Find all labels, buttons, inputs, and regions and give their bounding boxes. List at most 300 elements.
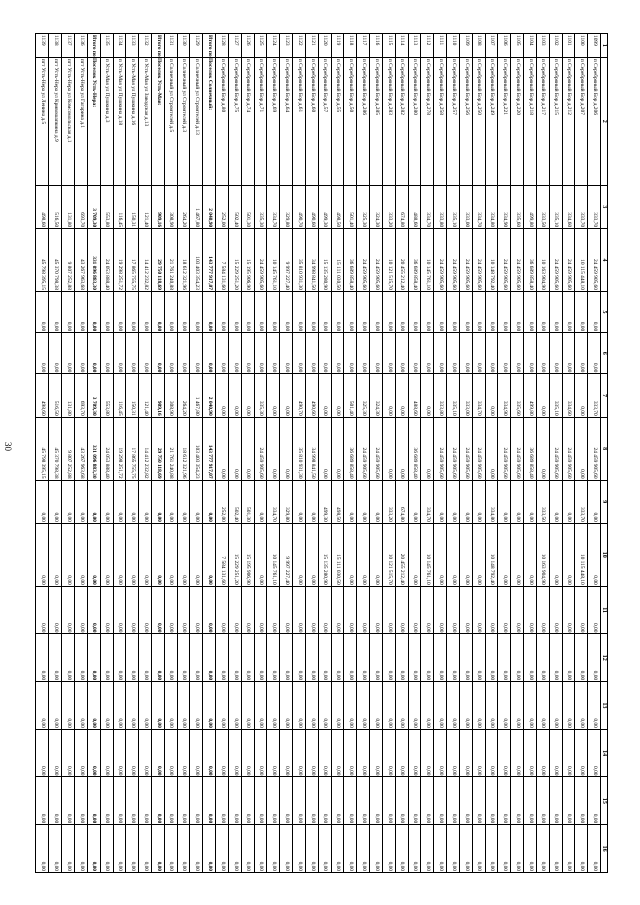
table-cell: 15 229 251,20: [228, 523, 241, 586]
table-cell: 1099: [588, 34, 601, 58]
table-cell: 0,00: [447, 586, 460, 634]
table-cell: 0,00: [511, 682, 524, 730]
table-cell: 0,00: [408, 825, 421, 873]
table-cell: 0,00: [228, 777, 241, 825]
table-cell: 0,00: [357, 777, 370, 825]
table-cell: 0,00: [126, 291, 139, 332]
table-cell: 0,00: [588, 480, 601, 523]
table-cell: 0,00: [357, 333, 370, 374]
table-cell: 0,00: [75, 682, 88, 730]
table-cell: 0,00: [305, 523, 318, 586]
table-cell: 24 459 905,60: [498, 417, 511, 480]
table-cell: 0,00: [190, 523, 203, 586]
table-cell: 0,00: [588, 291, 601, 332]
table-cell: 0,00: [228, 682, 241, 730]
table-cell: 335,10: [447, 374, 460, 417]
table-cell: 0,00: [459, 729, 472, 777]
table-cell: 0,00: [408, 777, 421, 825]
table-cell: 0,00: [447, 682, 460, 730]
table-cell: п Серебряный Бор д.285: [370, 57, 383, 185]
table-cell: 0,00: [139, 634, 152, 682]
table-cell: 0,00: [344, 634, 357, 682]
table-cell: 0,00: [588, 729, 601, 777]
table-row: [331, 34, 344, 873]
table-cell: 24 459 905,60: [472, 229, 485, 292]
table-cell: 0,00: [472, 825, 485, 873]
table-cell: 0,00: [280, 333, 293, 374]
table-cell: 0,00: [113, 586, 126, 634]
table-cell: 0,00: [177, 523, 190, 586]
table-cell: 0,00: [447, 333, 460, 374]
table-cell: 0,00: [357, 480, 370, 523]
table-row: [421, 34, 434, 873]
table-cell: 0,00: [370, 777, 383, 825]
table-cell: 0,00: [49, 825, 62, 873]
table-cell: 24 459 905,60: [511, 229, 524, 292]
table-row: [177, 34, 190, 873]
table-cell: 0,00: [588, 682, 601, 730]
table-cell: 553,80: [100, 374, 113, 417]
table-cell: 334,70: [421, 480, 434, 523]
table-cell: 36 689 858,40: [524, 417, 537, 480]
table-cell: 0,00: [575, 374, 588, 417]
table-cell: 0,00: [113, 523, 126, 586]
table-cell: 0,00: [100, 586, 113, 634]
table-cell: 334,70: [267, 480, 280, 523]
table-cell: 0,00: [36, 777, 49, 825]
table-cell: 7 584 131,60: [216, 229, 229, 292]
table-cell: 15 135 280,90: [318, 229, 331, 292]
table-cell: 0,00: [190, 729, 203, 777]
table-cell: 0,00: [254, 682, 267, 730]
table-cell: 0,00: [49, 480, 62, 523]
table-cell: 24 459 905,60: [357, 417, 370, 480]
table-cell: 0,00: [164, 480, 177, 523]
table-cell: 1135: [100, 34, 113, 58]
table-cell: 0,00: [190, 777, 203, 825]
table-cell: 0,00: [562, 825, 575, 873]
table-cell: 0,00: [139, 523, 152, 586]
table-cell: 35 810 931,30: [293, 229, 306, 292]
table-cell: 0,00: [562, 777, 575, 825]
table-cell: 0,00: [177, 586, 190, 634]
table-cell: 9 997 227,40: [280, 229, 293, 292]
table-cell: 674,80: [395, 185, 408, 228]
table-cell: 0,00: [280, 729, 293, 777]
table-cell: 0,00: [152, 825, 165, 873]
table-cell: 1131: [164, 34, 177, 58]
table-cell: 0,00: [498, 634, 511, 682]
table-cell: 0,00: [318, 417, 331, 480]
table-cell: 0,00: [139, 586, 152, 634]
table-cell: 0,00: [126, 586, 139, 634]
table-cell: 0,00: [36, 480, 49, 523]
table-cell: 0,00: [395, 333, 408, 374]
table-cell: 0,00: [177, 729, 190, 777]
table-cell: 1130: [177, 34, 190, 58]
table-cell: 0,00: [511, 291, 524, 332]
table-cell: п Серебряный Бор д.218: [524, 57, 537, 185]
table-cell: Итого по Поселок Усть-Нера:: [87, 34, 100, 58]
table-cell: 43 267 963,68: [75, 417, 88, 480]
table-cell: 0,00: [216, 586, 229, 634]
table-cell: 325,30: [357, 185, 370, 228]
table-cell: 1 467,80: [190, 185, 203, 228]
table-cell: 14 412 232,82: [139, 229, 152, 292]
table-cell: 1125: [254, 34, 267, 58]
table-cell: 15 135 280,90: [318, 523, 331, 586]
column-header: 7: [601, 374, 608, 417]
table-cell: 10 145 761,10: [267, 523, 280, 586]
table-cell: 909,16: [152, 185, 165, 228]
table-cell: 0,00: [203, 825, 216, 873]
table-cell: 0,00: [562, 586, 575, 634]
table-cell: 1129: [190, 34, 203, 58]
table-cell: 0,00: [216, 417, 229, 480]
table-cell: 0,00: [562, 729, 575, 777]
table-cell: п Серебряный Бор д.278: [421, 57, 434, 185]
table-cell: 24 459 905,60: [549, 229, 562, 292]
table-cell: 21 761 240,88: [164, 417, 177, 480]
table-cell: 0,00: [408, 523, 421, 586]
table-cell: 0,00: [434, 480, 447, 523]
table-cell: 0,00: [370, 480, 383, 523]
table-cell: 0,00: [395, 374, 408, 417]
table-cell: 103 403 354,23: [190, 229, 203, 292]
table-cell: 0,00: [216, 333, 229, 374]
table-cell: 0,00: [305, 291, 318, 332]
table-cell: 1121: [305, 34, 318, 58]
table-cell: 0,00: [357, 729, 370, 777]
table-cell: 0,00: [36, 682, 49, 730]
table-cell: 0,00: [485, 291, 498, 332]
table-cell: 15 195 906,90: [241, 229, 254, 292]
table-cell: 0,00: [267, 634, 280, 682]
table-cell: 0,00: [139, 682, 152, 730]
table-row: [100, 34, 113, 873]
table-cell: 0,00: [434, 682, 447, 730]
table-row: [370, 34, 383, 873]
table-cell: 0,00: [459, 586, 472, 634]
table-cell: 0,00: [87, 586, 100, 634]
table-cell: 0,00: [305, 682, 318, 730]
table-cell: 24 459 905,60: [357, 229, 370, 292]
table-cell: 1111: [434, 34, 447, 58]
table-cell: 0,00: [434, 825, 447, 873]
table-cell: п Серебряный Бор д.256: [459, 57, 472, 185]
table-cell: 0,00: [459, 682, 472, 730]
table-cell: 329,80: [280, 480, 293, 523]
table-cell: 0,00: [498, 523, 511, 586]
table-row: [459, 34, 472, 873]
table-cell: 333,00: [459, 374, 472, 417]
table-cell: 499,30: [318, 185, 331, 228]
table-cell: п Серебряный Бор д.55: [331, 57, 344, 185]
table-cell: 490,60: [305, 374, 318, 417]
table-cell: 0,00: [344, 825, 357, 873]
table-cell: п Серебряный Бор д.206: [588, 57, 601, 185]
table-cell: 0,00: [126, 777, 139, 825]
table-cell: 0,00: [152, 291, 165, 332]
table-cell: 0,00: [36, 729, 49, 777]
column-header: 13: [601, 682, 608, 730]
table-cell: п Солнечный ул Строителей д.3: [177, 57, 190, 185]
table-cell: 0,00: [280, 417, 293, 480]
table-cell: 143 777 917,07: [203, 417, 216, 480]
table-cell: 490,60: [305, 185, 318, 228]
table-cell: 0,00: [280, 374, 293, 417]
table-cell: 24 459 905,60: [562, 417, 575, 480]
table-row: [357, 34, 370, 873]
table-cell: 121,40: [139, 185, 152, 228]
column-header: 9: [601, 480, 608, 523]
table-cell: 19 298 251,72: [113, 229, 126, 292]
table-cell: 21 761 240,88: [164, 229, 177, 292]
table-cell: 0,00: [49, 634, 62, 682]
table-row: [164, 34, 177, 873]
table-cell: 0,00: [382, 825, 395, 873]
table-cell: 0,00: [421, 825, 434, 873]
table-cell: 324,30: [370, 185, 383, 228]
table-cell: 490,70: [293, 185, 306, 228]
table-cell: 24 053 888,40: [100, 417, 113, 480]
table-cell: 0,00: [177, 682, 190, 730]
table-cell: 0,00: [536, 333, 549, 374]
table-cell: 0,00: [177, 333, 190, 374]
table-cell: 0,00: [75, 729, 88, 777]
table-row: [382, 34, 395, 873]
table-cell: 0,00: [459, 825, 472, 873]
table-cell: 0,00: [280, 634, 293, 682]
table-cell: 0,00: [318, 682, 331, 730]
table-cell: 335,60: [511, 185, 524, 228]
table-cell: 0,00: [75, 586, 88, 634]
table-cell: 1119: [331, 34, 344, 58]
table-cell: 0,00: [190, 825, 203, 873]
table-cell: 2 040,90: [203, 374, 216, 417]
table-cell: 0,00: [36, 291, 49, 332]
table-cell: 15 111 030,50: [331, 523, 344, 586]
table-cell: 0,00: [126, 523, 139, 586]
table-cell: 0,00: [49, 291, 62, 332]
table-cell: 0,00: [164, 682, 177, 730]
table-cell: 150,31: [126, 185, 139, 228]
table-cell: 0,00: [395, 825, 408, 873]
table-cell: п Серебряный Бор д.212: [562, 57, 575, 185]
table-cell: п Серебряный Бор д.61: [293, 57, 306, 185]
table-cell: 333,00: [459, 185, 472, 228]
table-cell: 501,40: [344, 374, 357, 417]
table-cell: 17 865 755,75: [126, 417, 139, 480]
table-cell: 103 403 354,23: [190, 417, 203, 480]
table-cell: 0,00: [472, 777, 485, 825]
table-cell: п Серебряный Бор д.215: [549, 57, 562, 185]
table-cell: 0,00: [549, 523, 562, 586]
table-cell: 0,00: [241, 291, 254, 332]
table-cell: 0,00: [498, 777, 511, 825]
table-cell: 0,00: [395, 777, 408, 825]
table-cell: 334,80: [485, 480, 498, 523]
table-cell: 0,00: [344, 777, 357, 825]
table-cell: 0,00: [549, 729, 562, 777]
table-cell: 0,00: [241, 777, 254, 825]
table-row: [575, 34, 588, 873]
table-cell: 0,00: [87, 634, 100, 682]
table-cell: 0,00: [588, 634, 601, 682]
table-cell: 1110: [447, 34, 460, 58]
total-row: [152, 34, 165, 873]
table-row: [126, 34, 139, 873]
table-cell: 0,00: [113, 333, 126, 374]
table-cell: 1136: [75, 34, 88, 58]
table-cell: 0,00: [370, 523, 383, 586]
table-cell: 0,00: [49, 682, 62, 730]
table-cell: 0,00: [62, 333, 75, 374]
table-cell: 1128: [216, 34, 229, 58]
table-cell: 0,00: [152, 729, 165, 777]
table-cell: 0,00: [421, 634, 434, 682]
table-cell: 0,00: [254, 480, 267, 523]
table-cell: 0,00: [190, 480, 203, 523]
table-cell: 0,00: [575, 825, 588, 873]
table-cell: 0,00: [498, 825, 511, 873]
table-cell: 1 467,80: [190, 374, 203, 417]
table-cell: 0,00: [395, 417, 408, 480]
table-cell: п Серебряный Бор д.282: [395, 57, 408, 185]
table-cell: 0,00: [549, 825, 562, 873]
table-cell: 0,00: [485, 417, 498, 480]
table-cell: 0,00: [331, 634, 344, 682]
table-row: [524, 34, 537, 873]
table-cell: 0,00: [152, 333, 165, 374]
table-cell: 335,10: [549, 374, 562, 417]
table-cell: 0,00: [36, 825, 49, 873]
table-cell: 0,00: [267, 291, 280, 332]
table-cell: 0,00: [511, 333, 524, 374]
table-cell: 0,00: [408, 480, 421, 523]
table-cell: 0,00: [459, 523, 472, 586]
table-cell: 333,50: [536, 185, 549, 228]
table-cell: 502,40: [228, 480, 241, 523]
table-cell: 0,00: [459, 291, 472, 332]
table-cell: 3 709,30: [87, 185, 100, 228]
table-cell: 0,00: [511, 825, 524, 873]
table-cell: 0,00: [434, 729, 447, 777]
table-cell: 0,00: [562, 291, 575, 332]
table-cell: 34 998 841,50: [305, 417, 318, 480]
table-cell: 0,00: [100, 729, 113, 777]
table-row: [536, 34, 549, 873]
table-cell: 0,00: [344, 480, 357, 523]
table-cell: 0,00: [216, 729, 229, 777]
table-cell: 7 584 131,60: [216, 523, 229, 586]
table-cell: 0,00: [511, 480, 524, 523]
table-cell: 499,80: [524, 185, 537, 228]
table-cell: 1139: [36, 34, 49, 58]
table-cell: 0,00: [536, 291, 549, 332]
table-cell: 0,00: [331, 417, 344, 480]
table-cell: 0,00: [216, 825, 229, 873]
column-header: 12: [601, 634, 608, 682]
table-cell: 0,00: [113, 291, 126, 332]
table-cell: 252,00: [216, 185, 229, 228]
table-cell: 1103: [536, 34, 549, 58]
table-cell: 0,00: [524, 480, 537, 523]
table-cell: 0,00: [524, 634, 537, 682]
column-header: 16: [601, 825, 608, 873]
table-cell: 1112: [421, 34, 434, 58]
table-cell: 0,00: [203, 586, 216, 634]
table-cell: п Серебряный Бор д.69: [267, 57, 280, 185]
table-cell: 0,00: [254, 634, 267, 682]
table-cell: п Серебряный Бор д.280: [408, 57, 421, 185]
table-cell: 10 115 448,10: [575, 523, 588, 586]
table-cell: 0,00: [305, 777, 318, 825]
table-cell: 0,00: [164, 291, 177, 332]
table-cell: 0,00: [62, 480, 75, 523]
table-cell: 0,00: [524, 825, 537, 873]
table-cell: 0,00: [357, 291, 370, 332]
table-cell: 498,50: [331, 480, 344, 523]
table-cell: 909,16: [152, 374, 165, 417]
table-cell: 0,00: [382, 333, 395, 374]
table-cell: 0,00: [100, 682, 113, 730]
table-cell: 0,00: [293, 586, 306, 634]
table-cell: 0,00: [370, 291, 383, 332]
table-cell: 0,00: [62, 682, 75, 730]
table-cell: 0,00: [318, 634, 331, 682]
table-cell: 24 459 905,60: [588, 417, 601, 480]
table-cell: Итого по Поселок Солнечный:: [203, 34, 216, 58]
table-cell: 0,00: [588, 333, 601, 374]
table-row: [280, 34, 293, 873]
table-cell: 0,00: [588, 586, 601, 634]
table-cell: 0,00: [87, 777, 100, 825]
table-cell: 0,00: [344, 682, 357, 730]
table-cell: 0,00: [164, 729, 177, 777]
table-cell: 1115: [382, 34, 395, 58]
table-cell: 0,00: [241, 333, 254, 374]
table-cell: 553,80: [100, 185, 113, 228]
table-cell: 36 689 858,40: [524, 229, 537, 292]
table-cell: 0,00: [228, 417, 241, 480]
table-cell: 0,00: [228, 586, 241, 634]
table-cell: 0,00: [216, 682, 229, 730]
table-cell: 36 689 858,40: [408, 417, 421, 480]
table-cell: 0,00: [536, 682, 549, 730]
table-cell: 0,00: [305, 333, 318, 374]
table-cell: 0,00: [254, 825, 267, 873]
table-cell: 131,80: [62, 374, 75, 417]
table-cell: 0,00: [62, 777, 75, 825]
table-cell: 335,30: [254, 185, 267, 228]
table-cell: п Серебряный Бор д.250: [472, 57, 485, 185]
table-cell: 0,00: [434, 523, 447, 586]
table-cell: 0,00: [331, 586, 344, 634]
table-cell: п Серебряный Бор д.286: [357, 57, 370, 185]
table-cell: 0,00: [562, 682, 575, 730]
table-cell: 0,00: [524, 291, 537, 332]
table-cell: 0,00: [87, 333, 100, 374]
table-cell: 0,00: [100, 523, 113, 586]
table-cell: 0,00: [536, 586, 549, 634]
table-cell: 0,00: [293, 291, 306, 332]
column-header: 2: [601, 57, 608, 185]
table-cell: 0,00: [318, 291, 331, 332]
table-row: [62, 34, 75, 873]
table-cell: 0,00: [408, 729, 421, 777]
table-cell: 0,00: [305, 825, 318, 873]
